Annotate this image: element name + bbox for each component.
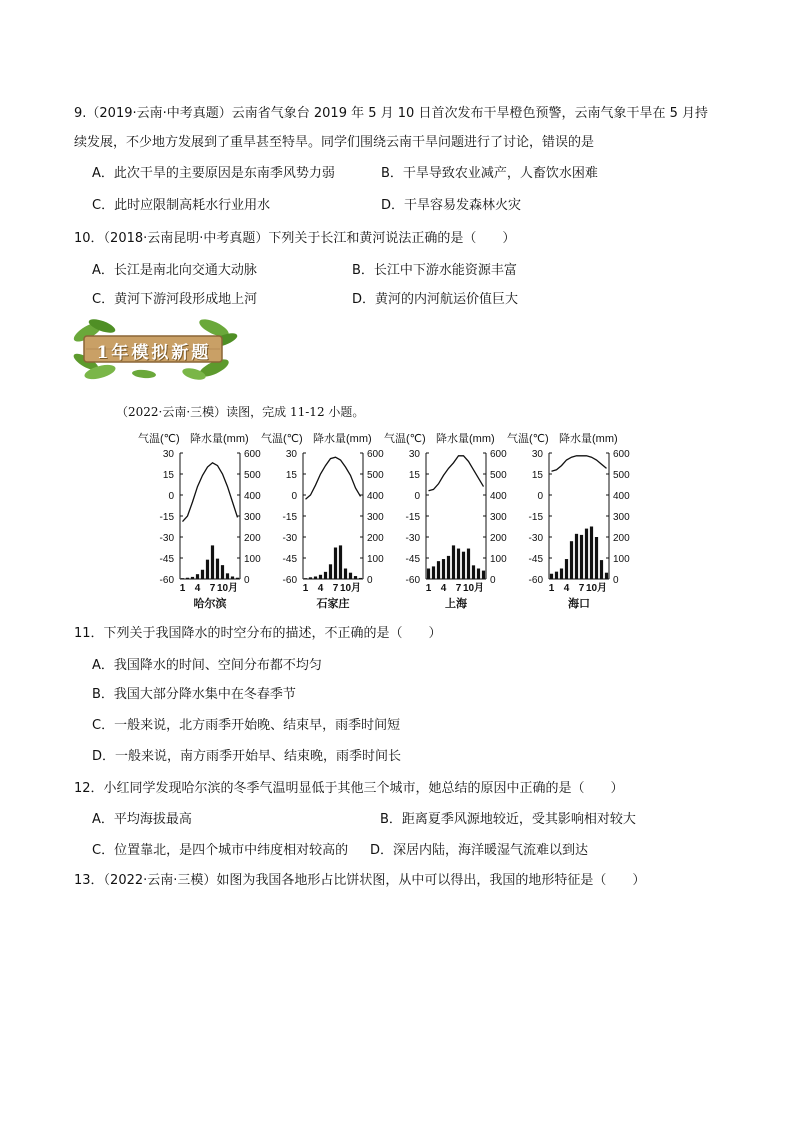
q9-stem-line2: 续发展，不少地方发展到了重旱甚至特旱。同学们围绕云南干旱问题进行了讨论，错误的是 (74, 135, 595, 150)
temp-axis-title: 气温(℃) (384, 433, 426, 445)
precip-tick-label: 400 (244, 491, 261, 502)
precip-bar (319, 575, 322, 579)
precip-bar (196, 574, 199, 579)
city-label: 哈尔滨 (193, 598, 227, 610)
temp-tick-label: 30 (285, 449, 297, 460)
q10-option-c: C．黄河下游河段形成地上河 (92, 292, 258, 307)
precip-tick-label: 600 (613, 449, 630, 460)
reading-intro: （2022·云南·三模）读图，完成 11-12 小题。 (116, 405, 365, 419)
temp-tick-label: -45 (282, 554, 297, 565)
temp-tick-label: -15 (528, 512, 543, 523)
precip-bar (201, 570, 204, 579)
precip-bar (565, 559, 568, 579)
month-tick-label: 4 (563, 583, 570, 594)
precip-axis-title: 降水量(mm) (559, 433, 618, 445)
precip-tick-label: 100 (244, 554, 261, 565)
temp-tick-label: -60 (282, 575, 297, 586)
precip-tick-label: 200 (613, 533, 630, 544)
precip-bar (457, 549, 460, 579)
month-tick-label: 7 (455, 583, 462, 594)
month-tick-label: 7 (578, 583, 585, 594)
temp-tick-label: -60 (528, 575, 543, 586)
temp-tick-label: 0 (291, 491, 297, 502)
precip-bar (585, 529, 588, 579)
precip-bar (359, 578, 362, 579)
precip-bar (482, 571, 485, 579)
section-badge (74, 318, 236, 380)
precip-bar (452, 545, 455, 579)
temp-tick-label: -60 (405, 575, 420, 586)
month-tick-label: 10月 (339, 583, 362, 594)
precip-bar (437, 561, 440, 579)
precip-tick-label: 500 (613, 470, 630, 481)
temp-tick-label: -15 (159, 512, 174, 523)
month-tick-label: 1 (425, 583, 432, 594)
precip-bar (324, 572, 327, 579)
precip-bar (442, 559, 445, 579)
temp-tick-label: -45 (159, 554, 174, 565)
month-tick-label: 10月 (216, 583, 239, 594)
precip-bar (550, 574, 553, 579)
month-tick-label: 10月 (585, 583, 608, 594)
city-label: 石家庄 (316, 598, 350, 610)
precip-tick-label: 300 (490, 512, 507, 523)
precip-bar (309, 577, 312, 579)
precip-bar (462, 552, 465, 579)
q9-option-a: A．此次干旱的主要原因是东南季风势力弱 (92, 166, 335, 181)
q9-stem-line1: 9.（2019·云南·中考真题）云南省气象台 2019 年 5 月 10 日首次发布干旱橙色预警，云南气象干旱在 5 月持 (74, 106, 708, 121)
precip-tick-label: 500 (244, 470, 261, 481)
precip-tick-label: 300 (613, 512, 630, 523)
precip-tick-label: 200 (244, 533, 261, 544)
precip-bar (186, 578, 189, 579)
temp-tick-label: 15 (162, 470, 174, 481)
month-tick-label: 10月 (462, 583, 485, 594)
precip-tick-label: 0 (367, 575, 373, 586)
precip-bar (560, 569, 563, 580)
precip-bar (304, 578, 307, 579)
temp-tick-label: 0 (537, 491, 543, 502)
month-tick-label: 4 (317, 583, 324, 594)
q9-option-b: B．干旱导致农业减产，人畜饮水困难 (381, 166, 598, 181)
precip-tick-label: 100 (490, 554, 507, 565)
temp-tick-label: 15 (531, 470, 543, 481)
temp-tick-label: -30 (159, 533, 174, 544)
precip-bar (590, 527, 593, 580)
precip-bar (575, 534, 578, 579)
precip-bar (221, 565, 224, 579)
temp-tick-label: 30 (531, 449, 543, 460)
q11-option-d: D．一般来说，南方雨季开始早、结束晚，雨季时间长 (92, 749, 402, 764)
precip-bar (231, 576, 234, 579)
q10-option-d: D．黄河的内河航运价值巨大 (352, 292, 519, 307)
precip-tick-label: 100 (367, 554, 384, 565)
temp-tick-label: -30 (405, 533, 420, 544)
precip-bar (206, 560, 209, 579)
precip-bar (349, 573, 352, 579)
precip-bar (472, 565, 475, 579)
temp-axis-title: 气温(℃) (507, 433, 549, 445)
precip-bar (236, 578, 239, 579)
precip-bar (447, 556, 450, 579)
precip-tick-label: 200 (367, 533, 384, 544)
temp-tick-label: 15 (408, 470, 420, 481)
precip-tick-label: 300 (367, 512, 384, 523)
precip-tick-label: 200 (490, 533, 507, 544)
temp-tick-label: -45 (405, 554, 420, 565)
precip-bar (334, 548, 337, 580)
precip-tick-label: 500 (367, 470, 384, 481)
precip-bar (226, 573, 229, 579)
q11-stem: 11．下列关于我国降水的时空分布的描述，不正确的是（ ） (74, 626, 442, 641)
precip-bar (354, 576, 357, 579)
month-tick-label: 1 (179, 583, 186, 594)
q12-option-b: B．距离夏季风源地较近，受其影响相对较大 (380, 812, 636, 827)
precip-bar (432, 566, 435, 579)
q12-option-c: C．位置靠北，是四个城市中纬度相对较高的 (92, 843, 349, 858)
precip-axis-title: 降水量(mm) (190, 433, 249, 445)
precip-tick-label: 400 (613, 491, 630, 502)
temp-tick-label: 30 (408, 449, 420, 460)
precip-tick-label: 600 (490, 449, 507, 460)
temp-tick-label: -15 (282, 512, 297, 523)
precip-tick-label: 0 (613, 575, 619, 586)
city-label: 上海 (445, 598, 467, 610)
q10-stem: 10．（2018·云南昆明·中考真题）下列关于长江和黄河说法正确的是（ ） (74, 231, 516, 246)
precip-axis-title: 降水量(mm) (436, 433, 495, 445)
precip-bar (329, 564, 332, 579)
precip-bar (605, 573, 608, 579)
temperature-curve (552, 456, 607, 471)
q11-option-b: B．我国大部分降水集中在冬春季节 (92, 687, 296, 702)
month-tick-label: 4 (194, 583, 201, 594)
temp-tick-label: 0 (414, 491, 420, 502)
q9-option-c: C．此时应限制高耗水行业用水 (92, 198, 271, 213)
precip-bar (477, 569, 480, 580)
precip-tick-label: 500 (490, 470, 507, 481)
precip-tick-label: 100 (613, 554, 630, 565)
precip-bar (339, 545, 342, 579)
temp-tick-label: -60 (159, 575, 174, 586)
precip-bar (314, 576, 317, 579)
q11-option-a: A．我国降水的时间、空间分布都不均匀 (92, 658, 322, 673)
temp-axis-title: 气温(℃) (261, 433, 303, 445)
precip-bar (467, 549, 470, 579)
temp-tick-label: -30 (282, 533, 297, 544)
precip-bar (595, 537, 598, 579)
precip-bar (580, 535, 583, 579)
temp-tick-label: 30 (162, 449, 174, 460)
temp-tick-label: 15 (285, 470, 297, 481)
q10-option-a: A．长江是南北向交通大动脉 (92, 263, 257, 278)
precip-bar (344, 569, 347, 580)
temp-tick-label: 0 (168, 491, 174, 502)
precip-tick-label: 400 (490, 491, 507, 502)
q13-stem: 13．（2022·云南·三模）如图为我国各地形占比饼状图，从中可以得出，我国的地形特征是（ ） (74, 873, 646, 888)
temp-tick-label: -45 (528, 554, 543, 565)
climate-charts (138, 428, 630, 613)
precip-bar (216, 559, 219, 579)
precip-tick-label: 0 (244, 575, 250, 586)
temp-tick-label: -15 (405, 512, 420, 523)
precip-bar (555, 572, 558, 579)
q12-stem: 12．小红同学发现哈尔滨的冬季气温明显低于其他三个城市，她总结的原因中正确的是（ ） (74, 781, 624, 796)
month-tick-label: 4 (440, 583, 447, 594)
city-label: 海口 (568, 598, 590, 610)
temp-axis-title: 气温(℃) (138, 433, 180, 445)
q10-option-b: B．长江中下游水能资源丰富 (352, 263, 517, 278)
q12-option-a: A．平均海拔最高 (92, 812, 192, 827)
q12-option-d: D．深居内陆，海洋暖湿气流难以到达 (370, 843, 589, 858)
precip-bar (211, 545, 214, 579)
q9-option-d: D．干旱容易发森林火灾 (381, 198, 522, 213)
precip-axis-title: 降水量(mm) (313, 433, 372, 445)
precip-bar (427, 569, 430, 580)
precip-tick-label: 600 (244, 449, 261, 460)
month-tick-label: 1 (302, 583, 309, 594)
precip-tick-label: 300 (244, 512, 261, 523)
month-tick-label: 7 (332, 583, 339, 594)
month-tick-label: 7 (209, 583, 216, 594)
temperature-curve (306, 457, 361, 499)
badge-text: 1年模拟新题 (96, 343, 212, 363)
temp-tick-label: -30 (528, 533, 543, 544)
temperature-curve (183, 463, 238, 522)
precip-bar (181, 578, 184, 579)
month-tick-label: 1 (548, 583, 555, 594)
precip-bar (191, 577, 194, 579)
precip-tick-label: 400 (367, 491, 384, 502)
precip-tick-label: 600 (367, 449, 384, 460)
q11-option-c: C．一般来说，北方雨季开始晚、结束早，雨季时间短 (92, 718, 401, 733)
precip-bar (600, 560, 603, 579)
precip-tick-label: 0 (490, 575, 496, 586)
temperature-curve (429, 456, 484, 491)
precip-bar (570, 541, 573, 579)
